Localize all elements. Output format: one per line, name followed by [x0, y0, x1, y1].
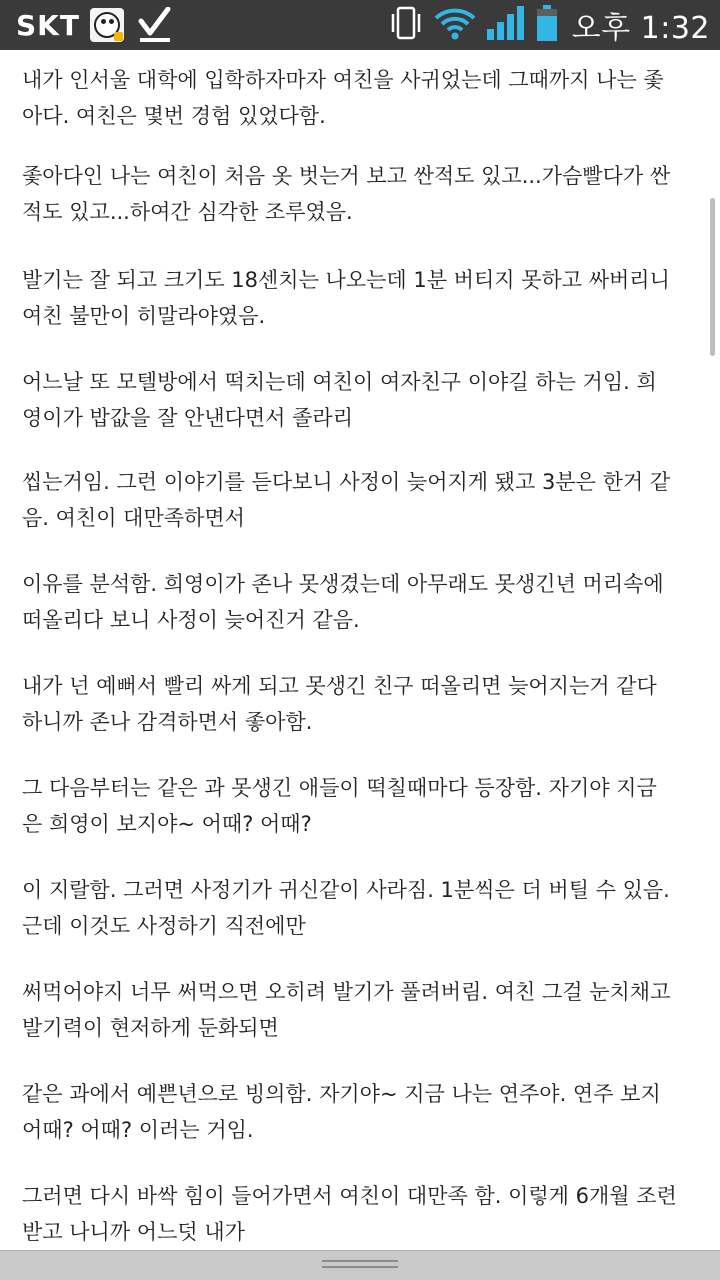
status-icons	[388, 3, 710, 47]
paragraph: 이 지랄함. 그러면 사정기가 귀신같이 사라짐. 1분씩은 더 버틸 수 있음. 근데 이것도 사정하기 직전에만	[22, 878, 670, 938]
paragraph: 그 다음부터는 같은 과 못생긴 애들이 떡칠때마다 등장함. 자기야 지금 은 희영이 보지야~ 어때? 어때?	[22, 776, 657, 836]
bottom-drag-handle[interactable]	[0, 1250, 720, 1280]
battery-icon	[536, 4, 558, 46]
paragraph: 같은 과에서 예쁜년으로 빙의함. 자기야~ 지금 나는 연주야. 연주 보지 어때? 어때? 이러는 거임.	[22, 1082, 661, 1142]
carrier-label: SKT	[16, 8, 80, 42]
vibrate-icon	[388, 5, 424, 45]
paragraph: 씹는거임. 그런 이야기를 듣다보니 사정이 늦어지게 됐고 3분은 한거 같 음. 여친이 대만족하면서	[22, 470, 671, 530]
clock-time: 오후 1:32	[571, 11, 710, 46]
grip-line	[322, 1260, 398, 1262]
paragraph: 써먹어야지 너무 써먹으면 오히려 발기가 풀려버림. 여친 그걸 눈치채고 발기력이 현저하게 둔화되면	[22, 980, 671, 1040]
article-content[interactable]	[0, 50, 720, 1250]
checkmark-icon	[138, 7, 172, 43]
paragraph: 이유를 분석함. 희영이가 존나 못생겼는데 아무래도 못생긴년 머리속에 떠올리다 보니 사정이 늦어진거 같음.	[22, 572, 664, 632]
app-notification-icon	[90, 8, 124, 42]
status-bar	[0, 0, 720, 50]
paragraph: 발기는 잘 되고 크기도 18센치는 나오는데 1분 버티지 못하고 싸버리니 여친 불만이 히말라야였음.	[22, 268, 670, 328]
wifi-icon	[434, 6, 476, 44]
grip-line	[322, 1266, 398, 1268]
paragraph: 좇아다인 나는 여친이 처음 옷 벗는거 보고 싼적도 있고...가슴빨다가 싼 적도 있고...하여간 심각한 조루였음.	[22, 164, 671, 224]
paragraph: 그러면 다시 바싹 힘이 들어가면서 여친이 대만족 함. 이렇게 6개월 조련 받고 나니까 어느덧 내가	[22, 1184, 677, 1244]
signal-icon	[486, 5, 526, 45]
paragraph: 내가 넌 예뻐서 빨리 싸게 되고 못생긴 친구 떠올리면 늦어지는거 같다 하니까 존나 감격하면서 좋아함.	[22, 674, 657, 734]
paragraph: 어느날 또 모텔방에서 떡치는데 여친이 여자친구 이야길 하는 거임. 희 영이가 밥값을 잘 안낸다면서 졸라리	[22, 370, 657, 430]
paragraph: 내가 인서울 대학에 입학하자마자 여친을 사귀었는데 그때까지 나는 좇 아다. 여친은 몇번 경험 있었다함.	[22, 68, 664, 128]
scrollbar-thumb[interactable]	[710, 198, 715, 356]
